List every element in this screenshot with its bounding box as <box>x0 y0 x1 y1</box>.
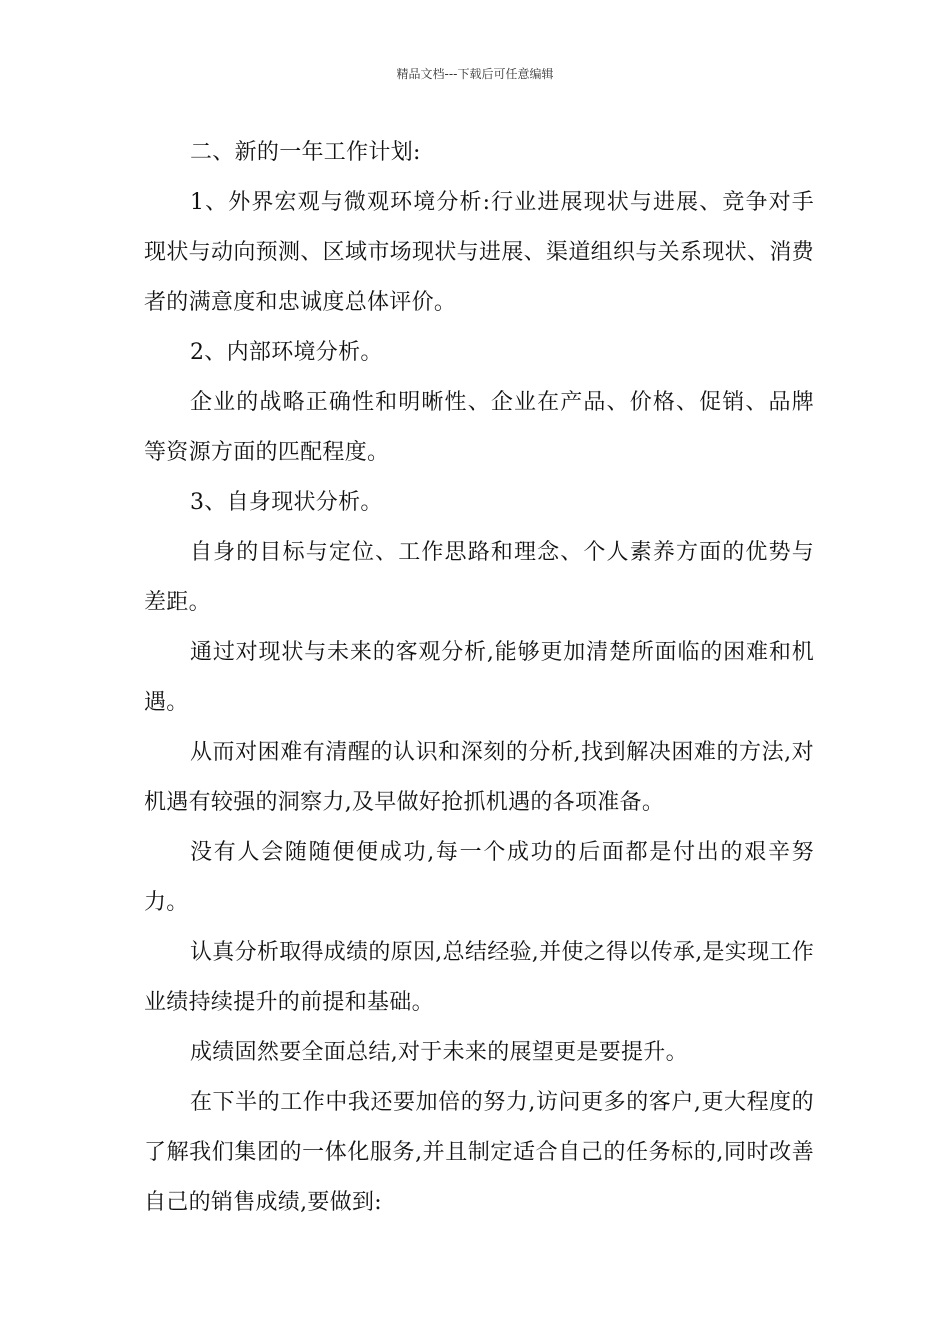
paragraph: 通过对现状与未来的客观分析,能够更加清楚所面临的困难和机遇。 <box>144 640 814 715</box>
paragraph: 从而对困难有清醒的认识和深刻的分析,找到解决困难的方法,对机遇有较强的洞察力,及早做好抢抓机遇的各项准备。 <box>144 740 814 815</box>
document-body <box>144 128 814 1228</box>
paragraph: 1、外界宏观与微观环境分析:行业进展现状与进展、竞争对手现状与动向预测、区域市场现状与进展、渠道组织与关系现状、消费者的满意度和忠诚度总体评价。 <box>144 190 814 315</box>
paragraph: 2、内部环境分析。 <box>190 340 383 365</box>
paragraph: 企业的战略正确性和明晰性、企业在产品、价格、促销、品牌等资源方面的匹配程度。 <box>144 390 814 465</box>
section-heading: 二、新的一年工作计划: <box>190 140 421 165</box>
paragraph: 3、自身现状分析。 <box>190 490 383 515</box>
paragraph: 认真分析取得成绩的原因,总结经验,并使之得以传承,是实现工作业绩持续提升的前提和基础。 <box>144 940 814 1015</box>
paragraph: 没有人会随随便便成功,每一个成功的后面都是付出的艰辛努力。 <box>144 840 814 915</box>
paragraph: 成绩固然要全面总结,对于未来的展望更是要提升。 <box>190 1040 688 1065</box>
paragraph: 在下半的工作中我还要加倍的努力,访问更多的客户,更大程度的了解我们集团的一体化服务,并且制定适合自己的任务标的,同时改善自己的销售成绩,要做到: <box>144 1090 814 1215</box>
page-header: 精品文档---下载后可任意编辑 <box>396 67 554 81</box>
paragraph: 自身的目标与定位、工作思路和理念、个人素养方面的优势与差距。 <box>144 540 814 615</box>
